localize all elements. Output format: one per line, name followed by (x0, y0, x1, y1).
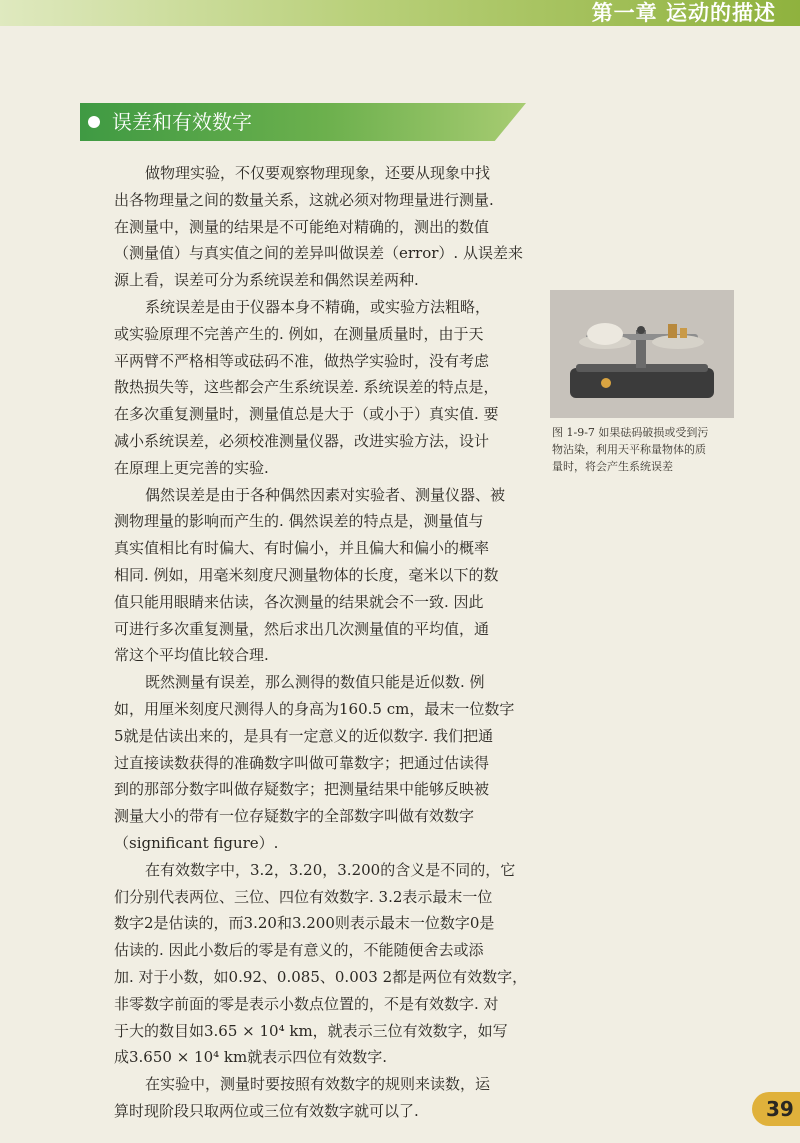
section-title: 误差和有效数字 (112, 110, 252, 134)
text-line: 减小系统误差，必须校准测量仪器，改进实验方法，设计 (114, 431, 490, 450)
figure-caption (552, 424, 742, 475)
section-bullet-icon (88, 116, 100, 128)
text-line: 源上看，误差可分为系统误差和偶然误差两种. (114, 271, 419, 290)
text-line: 估读的. 因此小数后的零是有意义的，不能随便舍去或添 (114, 941, 484, 960)
text-line: 成3.650 × 10⁴ km就表示四位有效数字. (114, 1048, 387, 1067)
text-line: 系统误差是由于仪器本身不精确，或实验方法粗略， (145, 297, 491, 316)
paragraph-5 (114, 857, 538, 1071)
paragraph-6 (114, 1071, 538, 1125)
text-line: （测量值）与真实值之间的差异叫做误差（error）. 从误差来 (114, 244, 523, 263)
text-line: 如，用厘米刻度尺测得人的身高为160.5 cm，最末一位数字 (114, 699, 515, 718)
text-line: 测量大小的带有一位存疑数字的全部数字叫做有效数字 (114, 807, 475, 826)
text-line: 出各物理量之间的数量关系，这就必须对物理量进行测量. (114, 190, 494, 209)
text-line: 算时现阶段只取两位或三位有效数字就可以了. (114, 1101, 419, 1120)
text-line: 相同. 例如，用毫米刻度尺测量物体的长度，毫米以下的数 (114, 565, 499, 584)
text-line: 或实验原理不完善产生的. 例如，在测量质量时，由于天 (114, 324, 484, 343)
text-line: 在实验中，测量时要按照有效数字的规则来读数，运 (145, 1075, 491, 1094)
caption-line: 量时，将会产生系统误差 (552, 460, 673, 473)
text-line: 真实值相比有时偏大、有时偏小，并且偏大和偏小的概率 (114, 539, 490, 558)
paragraph-2 (114, 294, 538, 482)
text-line: 做物理实验，不仅要观察物理现象，还要从现象中找 (145, 164, 491, 182)
text-line: 在有效数字中，3.2，3.20，3.200的含义是不同的，它 (145, 860, 516, 879)
text-line: 非零数字前面的零是表示小数点位置的，不是有效数字. 对 (114, 994, 499, 1013)
balance-scale-photo (550, 290, 734, 418)
text-line: 值只能用眼睛来估读，各次测量的结果就会不一致. 因此 (114, 592, 484, 611)
text-line: 加. 对于小数，如0.92、0.085、0.003 2都是两位有效数字， (114, 967, 528, 986)
text-line: 偶然误差是由于各种偶然因素对实验者、测量仪器、被 (145, 485, 506, 504)
chapter-header-band (0, 0, 800, 26)
paragraph-1 (114, 160, 538, 294)
caption-line: 图 1-9-7 如果砝码破损或受到污 (552, 426, 709, 439)
body-text (114, 160, 538, 1125)
text-line: 在多次重复测量时，测量值总是大于（或小于）真实值. 要 (114, 405, 499, 424)
text-line: 测物理量的影响而产生的. 偶然误差的特点是，测量值与 (114, 512, 484, 531)
text-line: 在原理上更完善的实验. (114, 458, 269, 477)
text-line: 既然测量有误差，那么测得的数值只能是近似数. 例 (145, 673, 485, 692)
text-line: 常这个平均值比较合理. (114, 646, 269, 665)
text-line: 在测量中，测量的结果是不可能绝对精确的，测出的数值 (114, 217, 490, 236)
text-line: 平两臂不严格相等或砝码不准，做热学实验时，没有考虑 (114, 351, 490, 370)
text-line: 于大的数目如3.65 × 10⁴ km，就表示三位有效数字，如写 (114, 1021, 508, 1040)
chapter-title: 第一章 运动的描述 (591, 1, 776, 25)
text-line: 可进行多次重复测量，然后求出几次测量值的平均值，通 (114, 619, 490, 638)
paragraph-3 (114, 482, 538, 670)
text-line: 数字2是估读的，而3.20和3.200则表示最末一位数字0是 (114, 914, 495, 933)
text-line: （significant figure）. (114, 833, 279, 852)
text-line: 过直接读数获得的准确数字叫做可靠数字；把通过估读得 (114, 753, 490, 772)
page-number: 39 (752, 1092, 800, 1126)
text-line: 5就是估读出来的，是具有一定意义的近似数字. 我们把通 (114, 726, 494, 745)
balance-scale-icon (550, 290, 734, 418)
text-line: 到的那部分数字叫做存疑数字；把测量结果中能够反映被 (114, 780, 490, 799)
paragraph-4 (114, 669, 538, 857)
text-line: 们分别代表两位、三位、四位有效数字. 3.2表示最末一位 (114, 887, 493, 906)
caption-line: 物沾染，利用天平称量物体的质 (552, 443, 706, 456)
text-line: 散热损失等，这些都会产生系统误差. 系统误差的特点是， (114, 378, 499, 397)
